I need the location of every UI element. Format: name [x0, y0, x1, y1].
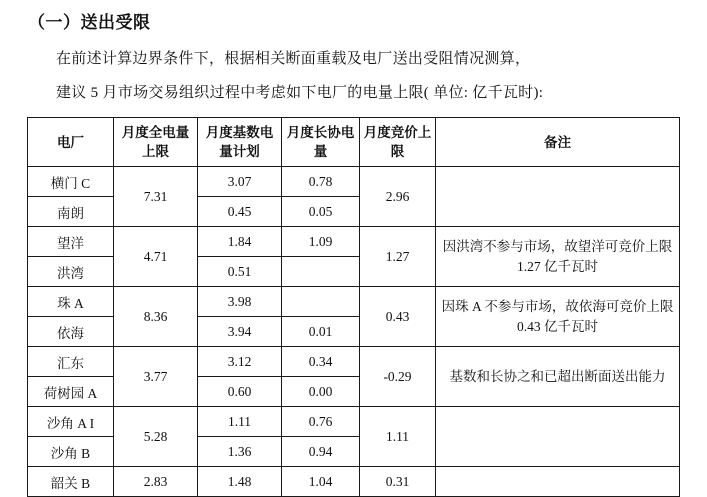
column-header-total-limit: 月度全电量上限: [114, 118, 198, 167]
table-row: [28, 347, 680, 377]
cell-plant: 珠 A: [28, 287, 114, 317]
cell-base-plan: 3.12: [198, 347, 282, 377]
cell-base-plan: 0.60: [198, 377, 282, 407]
cell-note: 基数和长协之和已超出断面送出能力: [436, 347, 680, 407]
cell-base-plan: 0.51: [198, 257, 282, 287]
cell-note: [436, 167, 680, 227]
cell-plant: 望洋: [28, 227, 114, 257]
document-page: [0, 8, 707, 491]
cell-base-plan: 3.98: [198, 287, 282, 317]
column-header-plant: 电厂: [28, 118, 114, 167]
cell-plant: 沙角 B: [28, 437, 114, 467]
cell-bid-limit: 0.43: [360, 287, 436, 347]
cell-note: 因洪湾不参与市场，故望洋可竞价上限 1.27 亿千瓦时: [436, 227, 680, 287]
cell-long-term: 0.05: [282, 197, 360, 227]
cell-bid-limit: 1.11: [360, 407, 436, 467]
cell-bid-limit: -0.29: [360, 347, 436, 407]
table-row: [28, 167, 680, 197]
cell-note: [436, 407, 680, 467]
cell-total-limit: 5.28: [114, 407, 198, 467]
cell-base-plan: 0.45: [198, 197, 282, 227]
cell-long-term: 1.04: [282, 467, 360, 497]
cell-plant: 沙角 A I: [28, 407, 114, 437]
cell-base-plan: 3.07: [198, 167, 282, 197]
cell-long-term: 0.94: [282, 437, 360, 467]
column-header-long-term: 月度长协电量: [282, 118, 360, 167]
table-row: [28, 227, 680, 257]
column-header-note: 备注: [436, 118, 680, 167]
table-row: [28, 467, 680, 497]
table-row: [28, 287, 680, 317]
cell-base-plan: 3.94: [198, 317, 282, 347]
cell-long-term: 0.78: [282, 167, 360, 197]
cell-base-plan: 1.84: [198, 227, 282, 257]
cell-long-term: [282, 257, 360, 287]
table-header-row: [28, 118, 680, 167]
cell-bid-limit: 1.27: [360, 227, 436, 287]
cell-total-limit: 7.31: [114, 167, 198, 227]
paragraph-1: 在前述计算边界条件下，根据相关断面重载及电厂送出受阻情况测算，: [56, 51, 531, 67]
cell-base-plan: 1.11: [198, 407, 282, 437]
cell-plant: 南朗: [28, 197, 114, 227]
cell-total-limit: 2.83: [114, 467, 198, 497]
cell-total-limit: 3.77: [114, 347, 198, 407]
cell-plant: 横门 C: [28, 167, 114, 197]
column-header-bid-limit: 月度竞价上限: [360, 118, 436, 167]
cell-note: 因珠 A 不参与市场，故依海可竞价上限 0.43 亿千瓦时: [436, 287, 680, 347]
cell-bid-limit: 2.96: [360, 167, 436, 227]
cell-long-term: 0.76: [282, 407, 360, 437]
column-header-base-plan: 月度基数电量计划: [198, 118, 282, 167]
paragraph-2: 建议 5 月市场交易组织过程中考虑如下电厂的电量上限( 单位: 亿千瓦时):: [56, 85, 544, 101]
cell-plant: 汇东: [28, 347, 114, 377]
table-row: [28, 407, 680, 437]
cell-bid-limit: 0.31: [360, 467, 436, 497]
cell-plant: 荷树园 A: [28, 377, 114, 407]
cell-plant: 洪湾: [28, 257, 114, 287]
cell-long-term: 1.09: [282, 227, 360, 257]
cell-plant: 依海: [28, 317, 114, 347]
cell-total-limit: 8.36: [114, 287, 198, 347]
cell-long-term: 0.34: [282, 347, 360, 377]
cell-long-term: 0.00: [282, 377, 360, 407]
cell-long-term: 0.01: [282, 317, 360, 347]
cell-plant: 韶关 B: [28, 467, 114, 497]
cell-note: [436, 467, 680, 497]
cell-base-plan: 1.36: [198, 437, 282, 467]
cell-base-plan: 1.48: [198, 467, 282, 497]
cell-total-limit: 4.71: [114, 227, 198, 287]
power-plant-limit-table: [27, 117, 680, 497]
cell-long-term: [282, 287, 360, 317]
section-heading: （一）送出受限: [28, 13, 151, 32]
